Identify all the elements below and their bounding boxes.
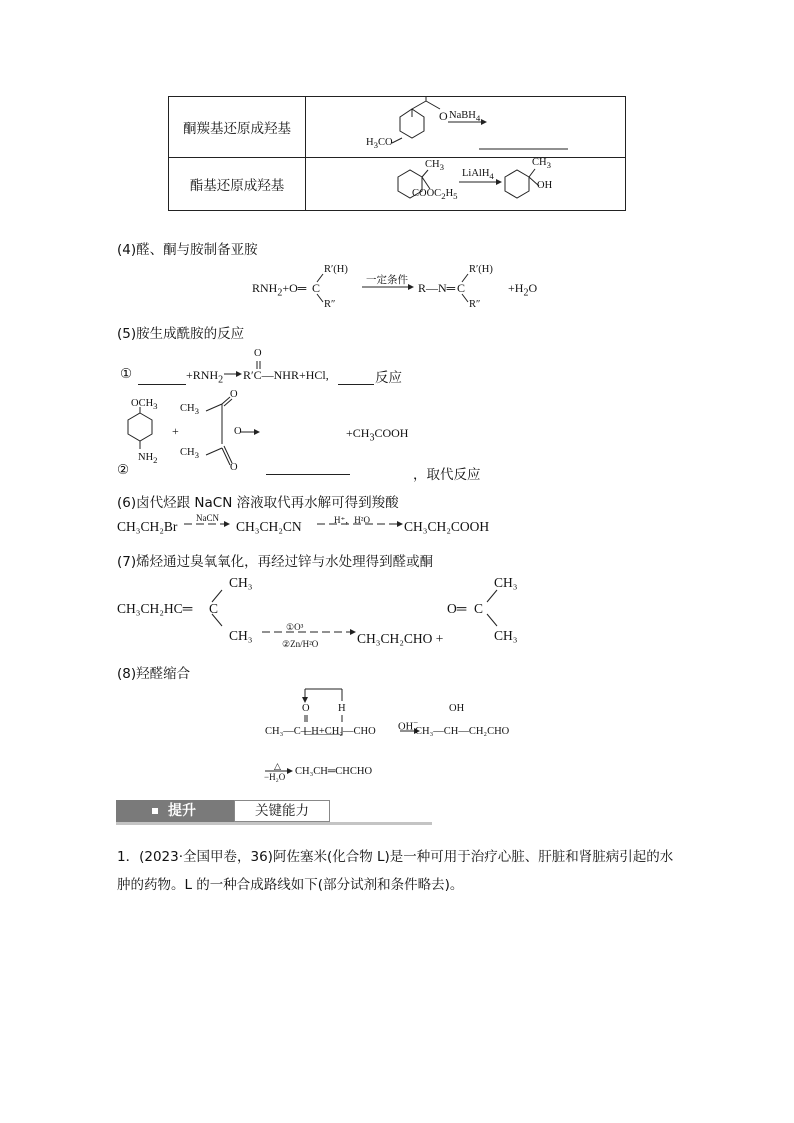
crotonaldehyde: CH₃CH═CHCHO bbox=[295, 766, 373, 777]
lialh4-reagent: LiAlH$_4$ bbox=[462, 168, 494, 182]
blank-product bbox=[266, 460, 350, 479]
ozone-step: ①O³ bbox=[286, 622, 304, 632]
hydroxyl-label: OH bbox=[537, 180, 553, 191]
table-row-reaction bbox=[306, 158, 626, 211]
banner-underline bbox=[116, 822, 432, 825]
zinc-water-step: ②Zn/H²O bbox=[282, 639, 319, 649]
methyl-label-2: $CH_3$ bbox=[532, 157, 551, 171]
square-bullet-icon bbox=[152, 808, 158, 814]
propanal-product: CH₃CH₂CHO + bbox=[357, 631, 444, 646]
carbonyl-o-label: O bbox=[439, 109, 448, 123]
banner-dark-tab bbox=[116, 800, 234, 822]
alpha-hydrogen: H bbox=[338, 703, 346, 714]
condition-label: 一定条件 bbox=[366, 274, 408, 286]
carbonyl-carbon: C bbox=[312, 281, 321, 295]
reaction-table bbox=[168, 96, 626, 211]
hydrolysis-reagent: H⁺，H²O bbox=[334, 515, 370, 525]
r2-substituent-product: R″ bbox=[469, 299, 481, 310]
alkene-carbon: C bbox=[209, 601, 219, 616]
ester-reduction-label: 酯基还原成羟基 bbox=[189, 178, 285, 194]
carbonyl-o-b: O bbox=[230, 462, 238, 473]
methoxy-label: $H_3CO$ bbox=[366, 137, 393, 151]
acetone-methyl-top: CH₃ bbox=[494, 575, 518, 590]
heat-symbol: △ bbox=[274, 761, 281, 771]
banner-title: 提升 bbox=[168, 803, 196, 819]
section-4-heading: (4)醛、酮与胺制备亚胺 bbox=[117, 242, 258, 258]
reaction-type-suffix: 反应 bbox=[375, 370, 402, 386]
table-row-label bbox=[169, 158, 306, 211]
ester-reduction-scheme bbox=[306, 158, 626, 210]
item-2-number: ② bbox=[117, 462, 130, 477]
section-5-heading: (5)胺生成酰胺的反应 bbox=[117, 326, 245, 342]
aldol-hydroxyl: OH bbox=[449, 703, 465, 714]
ester-label: $COOC_2H_5$ bbox=[412, 188, 458, 202]
amino-group: $NH_2$ bbox=[138, 452, 158, 466]
water-product: $+H_2O$ bbox=[508, 281, 538, 299]
amide-oxygen: O bbox=[254, 348, 262, 359]
methyl-label: $CH_3$ bbox=[425, 159, 444, 173]
propanoic-acid: CH₃CH₂COOH bbox=[404, 519, 490, 534]
minus-water: −H₂O bbox=[264, 772, 286, 782]
methyl-top: CH₃ bbox=[229, 575, 253, 590]
question-line-1: 1．(2023·全国甲卷，36)阿佐塞米(化合物 L)是一种可用于治疗心脏、肝脏和肾脏病引起的水 bbox=[117, 849, 674, 865]
nabh4-reagent: NaBH$_4$ bbox=[449, 110, 481, 124]
ketone-reduction-label: 酮羰基还原成羟基 bbox=[183, 121, 291, 137]
bromoethane: CH₃CH₂Br bbox=[117, 519, 178, 534]
methyl-b: $CH_3$ bbox=[180, 447, 199, 461]
carbonyl-o-a: O bbox=[230, 389, 238, 400]
acetic-acid-product: $+CH_3COOH$ bbox=[346, 426, 409, 444]
hydroxide-catalyst: OH− bbox=[398, 717, 419, 733]
aldol-oxygen: O bbox=[302, 703, 310, 714]
r1-substituent-product: R′(H) bbox=[469, 264, 493, 275]
acetone-carbon: C bbox=[474, 601, 484, 616]
item-1-number: ① bbox=[120, 366, 133, 381]
section-6-heading: (6)卤代烃跟 NaCN 溶液取代再水解可得到羧酸 bbox=[117, 495, 399, 511]
question-line-2: 肿的药物。L 的一种合成路线如下(部分试剂和条件略去)。 bbox=[117, 877, 464, 893]
amine-plus: $+RNH_2$ bbox=[186, 368, 224, 386]
aldol-product: CH₃—CH—CH₂CHO bbox=[415, 726, 510, 737]
aldol-reactants: CH₃—C—H+CH₂—CHO bbox=[265, 726, 376, 737]
bridging-oxygen: O bbox=[234, 426, 242, 437]
methyl-bottom: CH₃ bbox=[229, 628, 253, 643]
amine-reactant: $RNH_2+O═$ bbox=[252, 281, 307, 299]
acetone-oxygen: O═ bbox=[447, 601, 467, 616]
alkene-left: CH₃CH₂HC═ bbox=[117, 601, 193, 616]
acetone-methyl-bottom: CH₃ bbox=[494, 628, 518, 643]
propanenitrile: CH₃CH₂CN bbox=[236, 519, 302, 534]
methyl-a: $CH_3$ bbox=[180, 403, 199, 417]
imine-carbon: C bbox=[457, 281, 466, 295]
banner-light-tab bbox=[234, 800, 330, 822]
section-7-heading: (7)烯烃通过臭氧氧化，再经过锌与水处理得到醛或酮 bbox=[117, 554, 434, 570]
item-2-suffix: ，取代反应 bbox=[413, 467, 481, 483]
nacn-reagent: NaCN bbox=[196, 513, 219, 523]
section-banner bbox=[116, 800, 432, 824]
table-row-reaction bbox=[306, 97, 626, 158]
imine-nitrogen: R—N═ bbox=[418, 281, 456, 295]
table-row-label bbox=[169, 97, 306, 158]
plus-sign: + bbox=[172, 424, 179, 438]
amide-product: R′C—NHR+HCl, bbox=[243, 368, 329, 382]
blank-reaction-type bbox=[338, 370, 374, 389]
blank-reactant bbox=[138, 370, 186, 389]
methoxy-group: $OCH_3$ bbox=[131, 398, 158, 412]
banner-subtitle: 关键能力 bbox=[255, 803, 309, 819]
r1-substituent: R′(H) bbox=[324, 264, 348, 275]
r2-substituent: R″ bbox=[324, 299, 336, 310]
ketone-reduction-scheme bbox=[306, 97, 626, 157]
section-8-heading: (8)羟醛缩合 bbox=[117, 666, 191, 682]
